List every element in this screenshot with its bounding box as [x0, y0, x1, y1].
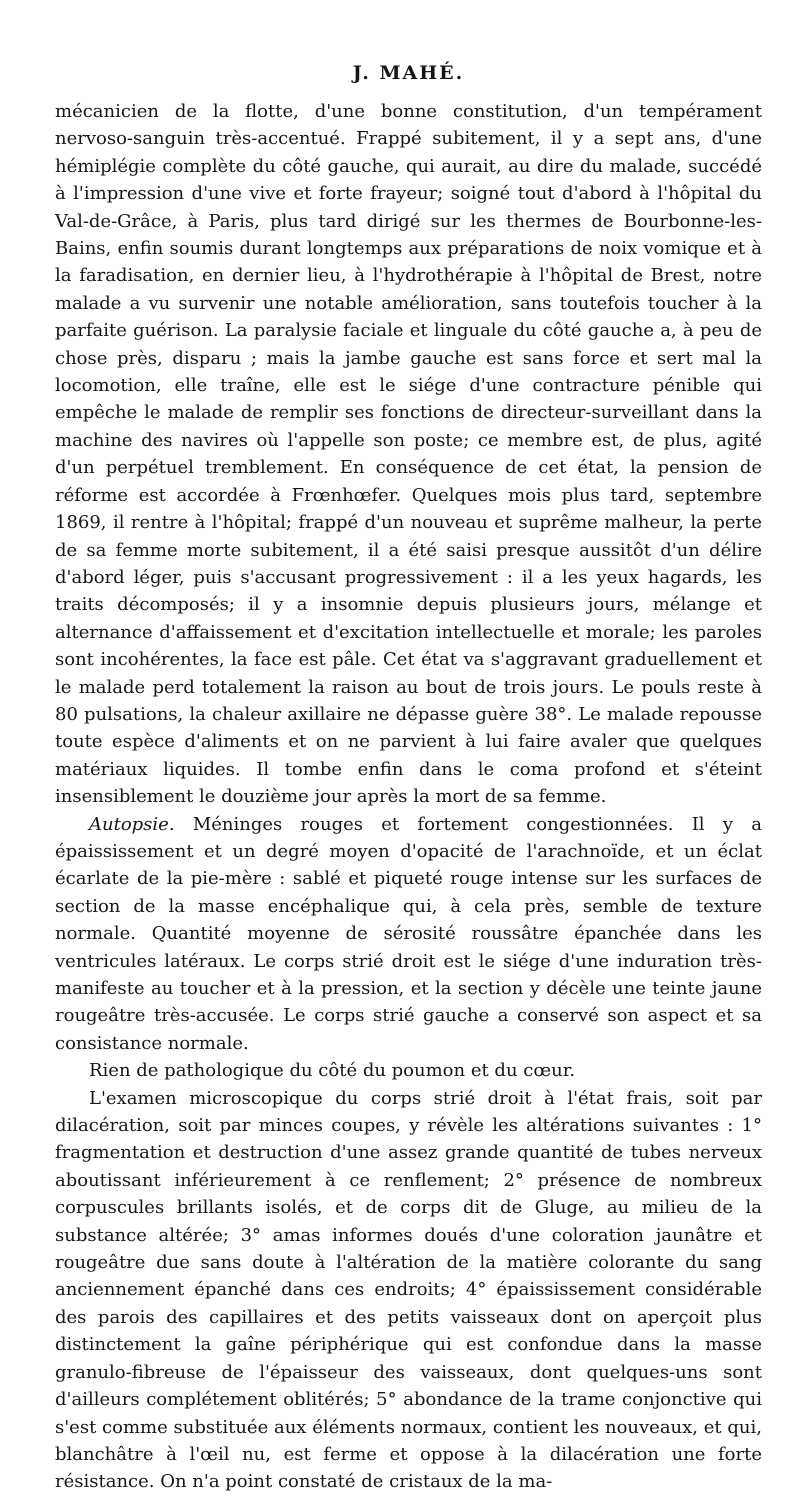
paragraph-text: L'examen microscopique du corps strié droit à l'état frais, soit par dilacération, soit par minces coupes, y révèle les altérations suivantes : 1° fragmentation et destruction d'une assez grande quantité de tubes nerveux aboutissant inférieurement à ce renflement; 2° présence de nombreux corpuscules brillants isolés, et de corps dit de Gluge, au milieu de la substance altérée; 3° amas informes doués d'une coloration jaunâtre et rougeâtre due sans doute à l'altération de la matière colorante du sang anciennement épanché dans ces endroits; 4° épaississement considérable des parois des capillaires et des petits vaisseaux dont on aperçoit plus distinctement la gaîne périphérique qui est confondue dans la masse granulo-fibreuse de l'épaisseur des vaisseaux, dont quelques-uns sont d'ailleurs complétement oblitérés; 5° abondance de la trame conjonctive qui s'est comme substituée aux éléments normaux, contient les nouveaux, et qui, blanchâtre à l'œil nu, est ferme et oppose à la dilacération une forte résistance. On n'a point constaté de cristaux de la ma- — [55, 1087, 762, 1493]
paragraph-lung-heart — [55, 1057, 762, 1084]
paragraph-text: Méninges rouges et fortement congestionnées. Il y a épaississement et un degré moyen d'opacité de l'arachnoïde, et un éclat écarlate de la pie-mère : sablé et piqueté rouge intense sur les surfaces de section de la masse encéphalique qui, à cela près, semble de texture normale. Quantité moyenne de sérosité roussâtre épanchée dans les ventricules latéraux. Le corps strié droit est le siége d'une induration très-manifeste au toucher et à la pression, et la section y décèle une teinte jaune rougeâtre très-accusée. Le corps strié gauche a conservé son aspect et sa consistance normale. — [55, 813, 762, 1054]
paragraph-text: Rien de pathologique du côté du poumon et du cœur. — [89, 1060, 576, 1082]
paragraph-case-history — [55, 98, 762, 811]
paragraph-lead-autopsy: Autopsie. — [89, 813, 175, 835]
paragraph-text: mécanicien de la flotte, d'une bonne constitution, d'un tempérament nervoso-sanguin très-accentué. Frappé subitement, il y a sept ans, d'une hémiplégie complète du côté gauche, qui aurait, au dire du malade, succédé à l'impression d'une vive et forte frayeur; soigné tout d'abord à l'hôpital du Val-de-Grâce, à Paris, plus tard dirigé sur les thermes de Bourbonne-les-Bains, enfin soumis durant longtemps aux préparations de noix vomique et à la faradisation, en dernier lieu, à l'hydrothérapie à l'hôpital de Brest, notre malade a vu survenir une notable amélioration, sans toutefois toucher à la parfaite guérison. La paralysie faciale et linguale du côté gauche a, à peu de chose près, disparu ; mais la jambe gauche est sans force et sert mal la locomotion, elle traîne, elle est le siége d'une contracture pénible qui empêche le malade de remplir ses fonctions de directeur-surveillant dans la machine des navires où l'appelle son poste; ce membre est, de plus, agité d'un perpétuel tremblement. En conséquence de cet état, la pension de réforme est accordée à Frœnhœfer. Quelques mois plus tard, septembre 1869, il rentre à l'hôpital; frappé d'un nouveau et suprême malheur, la perte de sa femme morte subitement, il a été saisi presque aussitôt d'un délire d'abord léger, puis s'accusant progressivement : il a les yeux hagards, les traits décomposés; il y a insomnie depuis plusieurs jours, mélange et alternance d'affaissement et d'excitation intellectuelle et morale; les paroles sont incohérentes, la face est pâle. Cet état va s'aggravant graduellement et le malade perd totalement la raison au bout de trois jours. Le pouls reste à 80 pulsations, la chaleur axillaire ne dépasse guère 38°. Le malade repousse toute espèce d'aliments et on ne parvient à lui faire avaler que quelques matériaux liquides. Il tombe enfin dans le coma profond et s'éteint insensiblement le douzième jour après la mort de sa femme. — [55, 101, 762, 808]
running-head: J. MAHÉ. — [352, 62, 465, 84]
paragraph-microscopic-exam — [55, 1085, 762, 1496]
paragraph-autopsy — [55, 811, 762, 1058]
